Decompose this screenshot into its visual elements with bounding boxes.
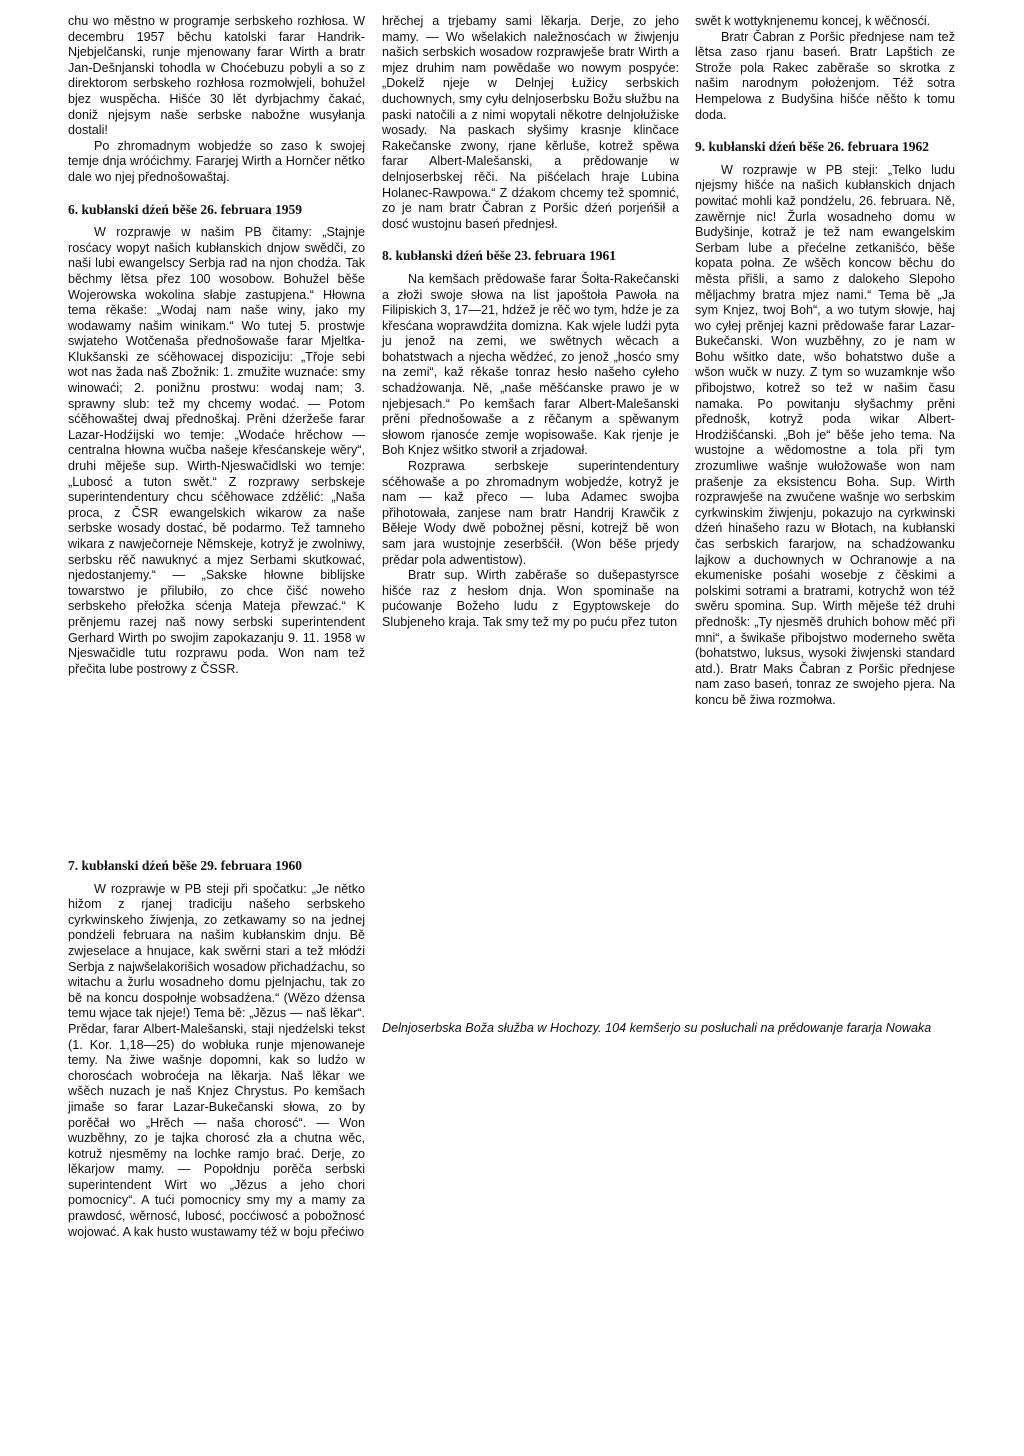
photo-caption: Delnjoserbska Boža słužba w Hochozy. 104 kemšerjo su posłuchali na prědowanje fararja Nowaka — [382, 1021, 932, 1035]
column-3 — [695, 14, 955, 709]
paragraph: hrěchej a trjebamy sami lěkarja. Derje, zo jeho mamy. — Wo wšelakich naležnosćach w žiwjenju našich serbskich wosadow rozprawješe bratr Wirth a mjez druhim nam powědaše wo nowym pospyće: „Dokelž njeje w Delnjej Łužicy serbskich duchownych, smy cyłu delnjoserbsku Božu słužbu na paski natočili a z nimi wopytali někotre delnjołužiske wosady. Na paskach słyšimy krasnje klinčace Rakečanske zwony, rjane kěrluše, kotrež spěwa farar Albert-Malešanski, a prědowanje w delnjoserbskej rěči. Na pišćelach hraje Lubina Holanec-Rawpowa.“ Z dźakom chcemy tež spomnić, zo je nam bratr Čabran z Poršic dźeń porjeńšił a dosć wustojnu baseń přednjesł. — [382, 14, 679, 231]
column-1 — [68, 14, 365, 677]
paragraph: Po zhromadnym wobjedźe so zaso k swojej temje dnja wróćichmy. Fararjej Wirth a Hornčer nětko dale wo njej přednošowaštaj. — [68, 138, 365, 184]
paragraph: Na kemšach prědowaše farar Šołta-Rakečanski a złoži swoje słowa na list japoštoła Pawoła na Filipiskich 3, 17—21, hdźež je rěč wo tym, hdźe je za křesćana woprawdźita domizna. Kak wjele ludźi pyta ju jenož na zemi, we swětnych wěcach a bohatstwach a njecha wědźeć, zo jenož „hosćo smy na zemi“, kaž rěkaše tonraz hesło našeho cyłeho schadźowanja. Ně, „naše měšćanske prawo je w njebjesach.“ Po kemšach farar Albert-Malešanski prěni přednošowaše a z rěčanym a spěwanym słowom rjanosće zemje wopisowaše. Kak rjenje je Boh Knjez wšitko stworił a zrjadował. — [382, 271, 679, 458]
column-1-lower — [68, 858, 365, 1240]
paragraph: W rozprawje w našim PB čitamy: „Stajnje rosćacy wopyt našich kubłanskich dnjow swědči, zo naši lubi ewangelscy Serbja rad na njon chodźa. Tak běchmy lětsa přez 100 wosobow. Bohužel běše Wojerowska wokolina słabje zastupjena.“ Hłowna tema rěkaše: „Wodaj nam naše winy, jako my wodawamy našim winikam.“ Wo tutej 5. prostwje swjateho Wotčenaša přednošowaše farar Mjeltka-Klukšanski ze sćěhowacej dispoziciju: „Třoje sebi wot nas žada naš Zbožnik: 1. zmužite wuznaće: smy winowaći; 2. ponižnu prostwu: wodaj nam; 3. sprawny slub: tež my chcemy wodać. — Potom sćěhowaštej dwaj přednoškaj. Prěni dźeržeše farar Lazar-Hodźijski wo temje: „Wodaće hrěchow — centralna hłowna wučba našeje křesćanskeje wěry“, druhi měješe sup. Wirth-Njeswačidlski wo temje: „Lubosć a tuton swět.“ Z rozprawy serbskeje superintendentury chcu sćěhowace zdźělić: „Naša proca, z ČSR ewangelskich wikarow za naše serbske wosady dostać, bě podarmo. Tež tamneho wikara z nawječorneje Němskeje, kotryž je zwolniwy, serbsku rěč nawuknyć a mjez Serbami skutkować, njedostanjemy.“ — „Sakske hłowne biblijske towarstwo je přilubiło, zo chce čišć noweho serbskeho přełožka sćenja Mateja přewzać.“ K prěnjemu razej naš nowy serbski superintendent Gerhard Wirth po swojim zapokazanju 9. 11. 1958 w Njeswačidle tutu rozprawu poda. Won nam tež přečita lube postrowy z ČSSR. — [68, 225, 365, 676]
paragraph: Bratr sup. Wirth zaběraše so dušepastyrsce hišće raz z hesłom dnja. Won spominaše na pućowanje Božeho ludu z Egyptowskeje do Slubjeneho kraja. Tak smy tež my po puću přez tuton — [382, 568, 679, 629]
paragraph: W rozprawje w PB steji při spočatku: „Je nětko hižom z rjanej tradiciju našeho serbskeho cyrkwinskeho žiwjenja, zo zetkawamy so na jednej pondźeli februara na našim kubłanskim dnju. Bě zwjeselace a hnujace, kak swěrni stari a tež młódźi Serbja z najwšelakorišich wosadow přichadźachu, so witachu a žurlu wosadneho domu pjelnjachu, tak zo bě na koncu dospołnje wobsadźena.“ (Wězo dźensa temu wjace tak njeje!) Tema bě: „Jězus — naš lěkar“. Prědar, farar Albert-Malešanski, staji njedźelski tekst (1. Kor. 1,18—25) do wobłuka runje mjenowaneje temy. Na žiwe wašnje dopomni, kak so ludźo w chorosćach wobroćeja na lěkarja. Naš lěkar we wšěch nuzach je naš Knjez Chrystus. Po kemšach jimaše so farar Lazar-Bukečanski słowa, zo by porěčał wo „Hrěch — naša chorosć“. — Won wuzběhny, zo je tajka chorosć zła a chutna wěc, kotruž njesměmy na lochke ramjo brać. Derje, zo lěkarjow mamy. — Popołdnju porěča serbski superintendent Wirt wo „Jězus a jeho chori pomocnicy“. A tući pomocnicy smy my a mamy za prawdosć, wěrnosć, lubosć, pocćiwosć a pobožnosć wojować. A kak husto wustawamy též w boju přećiwo — [68, 881, 365, 1239]
paragraph: W rozprawje w PB steji: „Telko ludu njejsmy hišće na našich kubłanskich dnjach powitać mohli kaž pondźelu, 26. februara. Ně, zawěrnje nic! Žurla wosadneho domu w Budyšinje, kotraž je tež nam ewangelskim Serbam lube a přećelne zetkanišćo, běše kopata połna. Ze wšěch koncow běchu do města přišli, a samo z dalokeho Slepoho měljachmy bratra mjez nami.“ Tema bě „Ja sym Knjez, twoj Boh“, a wo tutym słowje, haj wo cyłej prěnjej kazni prědowaše farar Lazar-Bukečanski. Won wuzběhny, zo je nam w Bohu wšitko date, wšo bohatstwo duše a wšon wučk w nuzy. Z tym so wuzamknje wšo přibojstwo, kotrež so tež w našim času namaka. Po powitanju słyšachmy prěni přednošk, kotryž poda wikar Albert-Hrodźišćanski. „Boh je“ běše jeho tema. Na wustojne a wědomostne a tola při tym zrozumliwe wašnje wułožowaše won nam prašenje za eksistencu Boha. Sup. Wirth rozprawješe na zwučene wašnje wo serbskim cyrkwinskim žiwjenju, pokazujo na cyrkwinski dźeń hinašeho razu w Błotach, na kubłanski čas serbskich fararjow, na schadźowanku lajkow a duchownych w Ochranowje a na ekumeniske pośahi wosebje z čěskimi a polskimi sotrami a bratrami, kotrychž won též swěru spomina. Sup. Wirth měješe též druhi přednošk: „Ty njesměš druhich bohow měć při mni“, a šwikaše přibojstwo moderneho swěta (bohatstwo, luksus, wysoki žiwjenski standard atd.). Bratr Maks Čabran z Poršic přednjese nam zaso baseń, tonraz ze swojeho pjera. Na koncu bě žiwa rozmołwa. — [695, 162, 955, 707]
section-heading: 6. kubłanski dźeń běše 26. februara 1959 — [68, 201, 303, 217]
paragraph: Bratr Čabran z Poršic přednjese nam tež lětsa zaso rjanu baseń. Bratr Lapštich ze Strože pola Rakec zaběraše so skrotka z našim narodnym położenjom. Též sotra Hempelowa z Budyšina hišće něšto k tomu doda. — [695, 29, 955, 122]
paragraph: swět k wottyknjenemu koncej, k wěčnosći. — [695, 14, 931, 28]
section-heading: 9. kubłanski dźeń běše 26. februara 1962 — [695, 139, 930, 155]
column-2 — [382, 14, 679, 631]
section-heading: 8. kubłanski dźeń běše 23. februara 1961 — [382, 248, 617, 264]
section-heading: 7. kubłanski dźeń běše 29. februara 1960 — [68, 858, 303, 873]
paragraph: chu wo městno w programje serbskeho rozhłosa. W decembru 1957 běchu katolski farar Handrik-Njebjelčanski, runje mjenowany farar Wirth a bratr Jan-Dešnjanski tohodla w Choćebuzu pobyli a so z direktorom serbskeho rozhłosa rozmołwjeli, bohužel bjez wuspěcha. Hišće 30 lět dyrbjachmy čakać, doniž njejsym naše serbske nabožne wusyłanja dostali! — [68, 14, 365, 138]
paragraph: Rozprawa serbskeje superintendentury sćěhowaše a po zhromadnym wobjedźe, kotryž je nam — kaž přeco — luba Adamec swojba přihotowała, zanjese nam bratr Handrij Krawčik z Běłeje Wody dwě pobožnej pěsni, kotrejž bě won sam jara wustojnje zeserbšćił. (Won běše prjedy prědar pola adwentistow). — [382, 459, 679, 567]
